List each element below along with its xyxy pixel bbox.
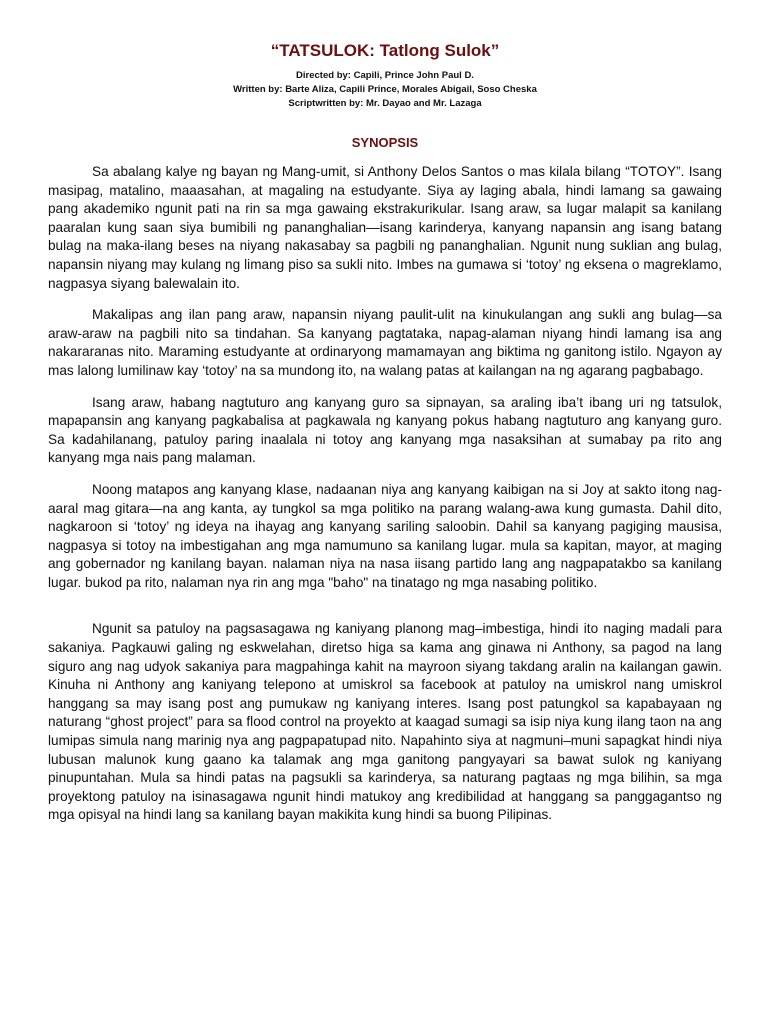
synopsis-paragraph-3: Isang araw, habang nagtuturo ang kanyang guro sa sipnayan, sa araling iba’t ibang uri ng tatsulok, mapapansin ang kanyang pagkabalisa at pagkawala ng kanyang pokus habang nagtuturo ang kanyang guro. Sa kadahilanang, patuloy paring inaalala ni totoy ang kanyang mga nasaksihan at sumabay pa rito ang kanyang mga nais pang malaman. [48, 394, 722, 466]
synopsis-paragraph-1: Sa abalang kalye ng bayan ng Mang-umit, si Anthony Delos Santos o mas kilala bilang “TOTOY”. Isang masipag, matalino, maaasahan, at magaling na estudyante. Siya ay laging abala, hindi lamang sa gawaing pang akademiko ngunit pati na rin sa mga gawaing ekstrakurikular. Isang araw, sa lugar malapit sa kanilang paaralan kung saan siya bumibili ng pananghalian—isang karinderya, kanyang napansin ang isang batang bulag na maka-ilang beses na niyang nakasabay sa pagbili ng pananghalian. Ngunit nung suklian ang bulag, napansin niyang may kulang ng limang piso sa sukli nito. Imbes na gumawa si ‘totoy’ ng eksena o magreklamo, nagpasya siyang balewalain ito. [48, 164, 722, 291]
synopsis-paragraph-5: Ngunit sa patuloy na pagsasagawa ng kaniyang planong mag–imbestiga, hindi ito naging madali para sakaniya. Pagkauwi galing ng eskwelahan, diretso higa sa kama ang ginawa ni Anthony, sa pagod na lang siguro ang nag udyok sakaniya para magpahinga kahit na mayroon siyang takdang aralin na kailangan gawin. Kinuha ni Anthony ang kaniyang telepono at umiskrol sa facebook at patuloy na umiskrol nang umiskrol hanggang sa may isang post ang pumukaw ng kaniyang interes. Isang post patungkol sa kapabayaan ng naturang “ghost project” para sa flood control na proyekto at kaagad sumagi sa isip niya kung ilang taon na ang lumipas simula nang marinig nya ang pagpapatupad nito. Napahinto siya at nagmuni–muni sapagkat hindi niya lubusan malunok kung gaano ka talamak ang mga ganitong pangyayari sa bawat sulok ng kaniyang pinupuntahan. Mula sa hindi patas na pagsukli sa karinderya, sa naturang pagtaas ng mga bilihin, sa mga proyektong patuloy na isinasagawa ngunit hindi matukoy ang kredibilidad at hanggang sa panggagantso ng mga opisyal na hindi lang sa kanilang bayan makikita kung hindi sa buong Pilipinas. [48, 621, 722, 823]
document-title: “TATSULOK: Tatlong Sulok” [270, 41, 500, 60]
document-page [48, 40, 722, 838]
written-by-credit: Written by: Barte Aliza, Capili Prince, Morales Abigail, Soso Cheska [233, 84, 537, 95]
synopsis-paragraph-4: Noong matapos ang kanyang klase, nadaanan niya ang kanyang kaibigan na si Joy at sakto itong nag-aaral mag gitara—na ang kanta, ay tungkol sa mga politiko na parang walang-awa kung gumasta. Dahil dito, nagkaroon si ‘totoy’ ng ideya na ihayag ang kanyang sariling saloobin. Dahil sa kanyang pagiging mausisa, nagpasya si totoy na imbestigahan ang mga namumuno sa kanilang lugar. mula sa kapitan, mayor, at maging ang gobernador ng kanilang bayan. nalaman niya na nasa iisang partido lang ang nagpapatakbo sa kanilang lugar. bukod pa rito, nalaman nya rin ang mga "baho" na tinatago ng mga nasabing politiko. [48, 481, 722, 590]
synopsis-paragraph-2: Makalipas ang ilan pang araw, napansin niyang paulit-ulit na kinukulangan ang sukli ang bulag—sa araw-araw na pagbili nito sa tindahan. Sa kanyang pagtataka, napag-alaman niyang hindi lamang isa ang nakararanas nito. Maraming estudyante at ordinaryong mamamayan ang biktima ng ganitong istilo. Ngayon ay mas lalong lumilinaw kay ‘totoy’ na sa mundong ito, na walang patas at kailangan na ng agarang pagbabago. [48, 307, 722, 378]
directed-by-credit: Directed by: Capili, Prince John Paul D. [296, 70, 474, 81]
synopsis-heading: SYNOPSIS [351, 135, 419, 150]
scriptwritten-by-credit: Scriptwritten by: Mr. Dayao and Mr. Lazaga [288, 98, 482, 109]
